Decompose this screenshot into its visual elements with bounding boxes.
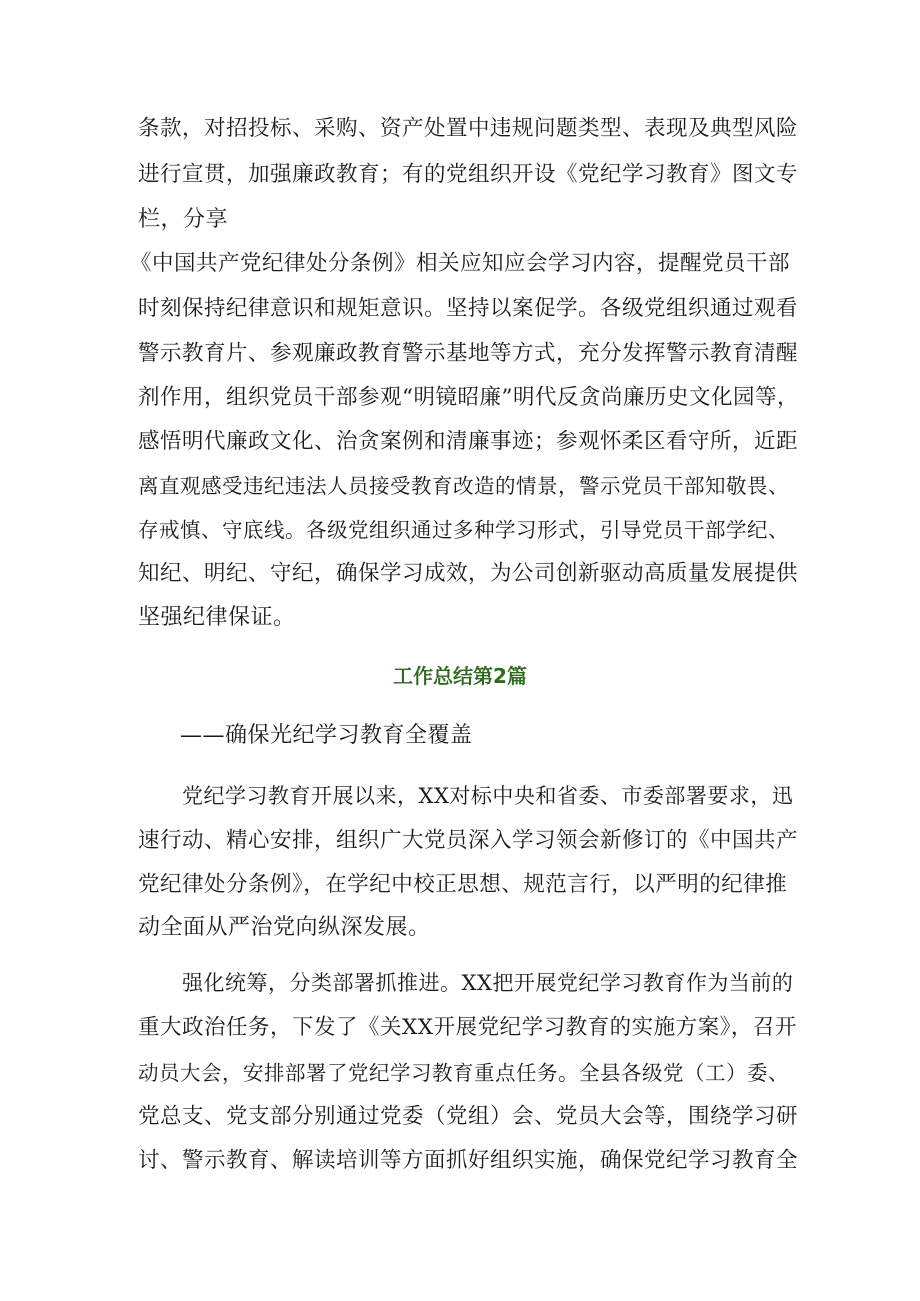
body-line: 存戒慎、守底线。各级党组织通过多种学习形式，引导党员干部学纪、 [138,518,789,542]
section-heading: 工作总结第2篇 [393,664,527,688]
body-line: 剂作用，组织党员干部参观“明镜昭廉”明代反贪尚廉历史文化园等， [138,385,799,410]
body-line: 党纪学习教育开展以来，XX对标中央和省委、市委部署要求，迅 [182,784,794,808]
body-line: 动全面从严治党向纵深发展。 [138,915,431,940]
body-line: 《中国共产党纪律处分条例》相关应知应会学习内容，提醒党员干部 [130,251,791,276]
body-line: 速行动、精心安排，组织广大党员深入学习领会新修订的《中国共产 [138,828,799,853]
body-line: 讨、警示教育、解读培训等方面抓好组织实施，确保党纪学习教育全 [138,1148,799,1173]
body-line: 强化统筹，分类部署抓推进。XX把开展党纪学习教育作为当前的 [182,971,794,995]
section-subtitle: ——确保光纪学习教育全覆盖 [180,723,473,748]
body-line: 警示教育片、参观廉政教育警示基地等方式，充分发挥警示教育清醒 [138,341,799,366]
body-line: 栏，分享 [138,207,229,232]
body-line: 时刻保持纪律意识和规矩意识。坚持以案促学。各级党组织通过观看 [138,296,799,321]
body-line: 感悟明代廉政文化、治贪案例和清廉事迹；参观怀柔区看守所，近距 [138,429,799,454]
body-line: 知纪、明纪、守纪，确保学习成效，为公司创新驱动高质量发展提供 [138,561,799,586]
body-line: 条款，对招投标、采购、资产处置中违规问题类型、表现及典型风险 [138,116,799,141]
body-line: 党总支、党支部分别通过党委（党组）会、党员大会等，围绕学习研 [138,1104,799,1129]
body-line: 坚强纪律保证。 [138,605,296,630]
body-line: 离直观感受违纪违法人员接受教育改造的情景，警示党员干部知敬畏、 [138,474,789,498]
body-line: 重大政治任务，下发了《关XX开展党纪学习教育的实施方案》，召开 [138,1015,797,1040]
body-line: 进行宣贯，加强廉政教育；有的党组织开设《党纪学习教育》图文专 [138,162,799,187]
body-line: 党纪律处分条例》，在学纪中校正思想、规范言行，以严明的纪律推 [138,872,788,897]
body-line: 动员大会，安排部署了党纪学习教育重点任务。全县各级党（工）委、 [138,1061,789,1085]
